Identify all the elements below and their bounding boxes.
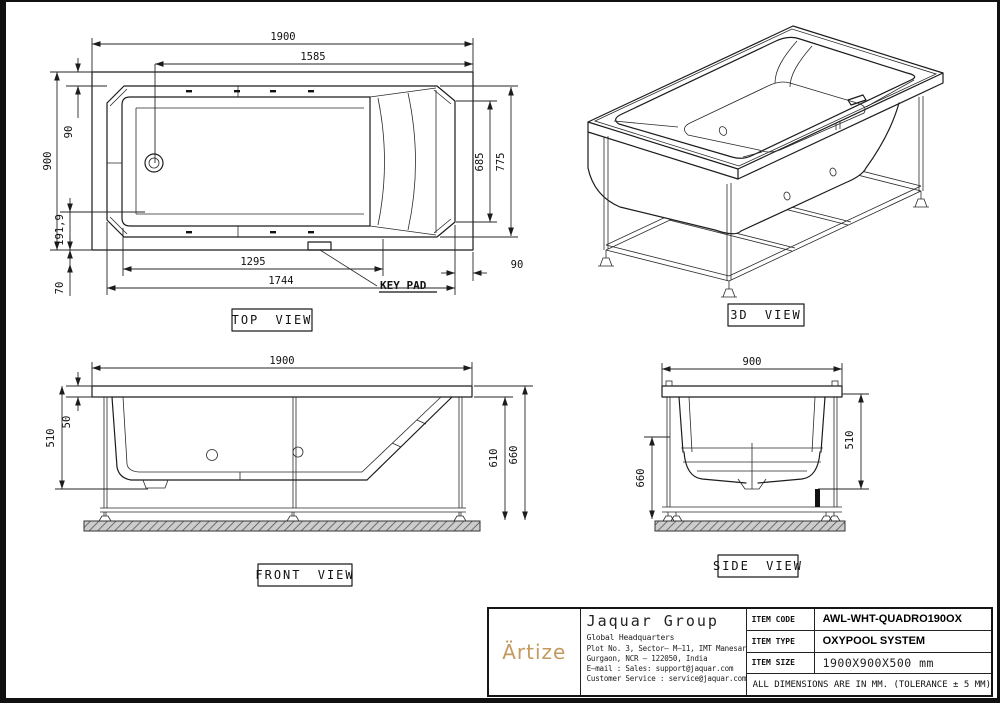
dim-side-total-height: 660 bbox=[635, 468, 647, 488]
front-tub-wall-outer bbox=[112, 397, 367, 480]
top-jet-marks bbox=[186, 90, 314, 233]
drain-circle bbox=[145, 154, 163, 172]
keypad-rect bbox=[308, 242, 331, 250]
item-type-value: OXYPOOL SYSTEM bbox=[822, 635, 926, 648]
dim-rim-length: 1585 bbox=[300, 51, 326, 63]
dim-side-width: 900 bbox=[742, 356, 762, 368]
top-view-label: TOP VIEW bbox=[231, 313, 313, 327]
side-foot-bolt bbox=[815, 489, 820, 507]
top-basin-outline bbox=[122, 97, 370, 226]
dim-deck-overhang: 70 bbox=[54, 281, 66, 295]
top-view bbox=[42, 31, 523, 331]
dim-front-total-height: 660 bbox=[508, 445, 520, 465]
item-code-row bbox=[747, 609, 991, 631]
dim-side-depth: 510 bbox=[844, 430, 856, 450]
artize-logo: Ärtize bbox=[502, 640, 567, 664]
side-deck bbox=[662, 386, 842, 397]
brand-cell bbox=[489, 609, 581, 695]
side-feet bbox=[661, 512, 842, 521]
keypad-leader bbox=[320, 250, 377, 286]
top-view-dimensions bbox=[42, 31, 523, 296]
front-drain bbox=[143, 480, 168, 488]
side-view-label: SIDE VIEW bbox=[712, 559, 804, 573]
dim-inner-width: 685 bbox=[474, 152, 486, 172]
company-cell bbox=[581, 609, 747, 695]
top-backrest-curves bbox=[378, 93, 416, 230]
address-line: Plot No. 3, Sector– M–11, IMT Manesar bbox=[586, 643, 747, 653]
front-jet bbox=[207, 450, 218, 461]
address-line: Gurgaon, NCR – 122050, India bbox=[586, 653, 708, 663]
dim-frame-height: 610 bbox=[488, 448, 500, 468]
address-line: Customer Service : service@jaquar.com bbox=[586, 674, 747, 684]
dim-deck-thickness: 50 bbox=[61, 415, 73, 429]
item-code-label: ITEM CODE bbox=[747, 609, 815, 630]
dim-deck-edge: 90 bbox=[510, 259, 524, 271]
address-line: E–mail : Sales: support@jaquar.com bbox=[586, 664, 734, 674]
item-type-row bbox=[747, 631, 991, 653]
front-view bbox=[45, 355, 533, 586]
dim-tub-length: 1744 bbox=[268, 275, 294, 287]
dim-rim-offset-top: 90 bbox=[63, 125, 75, 139]
dim-basin-length: 1295 bbox=[240, 256, 266, 268]
dim-front-length: 1900 bbox=[269, 355, 295, 367]
front-view-label: FRONT VIEW bbox=[255, 568, 355, 582]
dim-rim-width: 775 bbox=[495, 152, 507, 172]
dim-drain-offset: 191,9 bbox=[54, 214, 66, 246]
item-size-value: 1900X900X500 mm bbox=[822, 655, 934, 670]
address-line: Global Headquarters bbox=[586, 633, 675, 642]
front-frame-posts bbox=[104, 397, 462, 508]
dim-overall-length: 1900 bbox=[270, 31, 296, 43]
three-d-view bbox=[588, 26, 943, 326]
front-feet bbox=[97, 512, 468, 521]
item-code-value: AWL-WHT-QUADRO190OX bbox=[822, 613, 962, 626]
dim-front-depth: 510 bbox=[45, 428, 57, 448]
note-row bbox=[747, 674, 991, 695]
item-size-row bbox=[747, 653, 991, 675]
front-backrest-outer bbox=[367, 397, 452, 480]
side-frame-rail bbox=[662, 507, 842, 512]
title-block bbox=[487, 607, 993, 697]
three-d-label: 3D VIEW bbox=[730, 308, 802, 322]
item-size-label: ITEM SIZE bbox=[747, 653, 815, 674]
front-ground bbox=[84, 521, 480, 531]
item-table bbox=[747, 609, 991, 695]
company-name: Jaquar Group bbox=[586, 612, 719, 630]
dim-overall-width: 900 bbox=[42, 151, 54, 171]
item-type-label: ITEM TYPE bbox=[747, 631, 815, 652]
front-view-dimensions bbox=[45, 355, 533, 520]
side-ground bbox=[655, 521, 845, 531]
front-jet bbox=[293, 447, 303, 457]
dimensions-note: ALL DIMENSIONS ARE IN MM. (TOLERANCE ± 5 MM) bbox=[752, 679, 991, 690]
keypad-label: KEY PAD bbox=[380, 279, 427, 292]
front-deck bbox=[92, 386, 472, 397]
side-view bbox=[635, 356, 869, 577]
front-frame-rail bbox=[100, 508, 466, 512]
